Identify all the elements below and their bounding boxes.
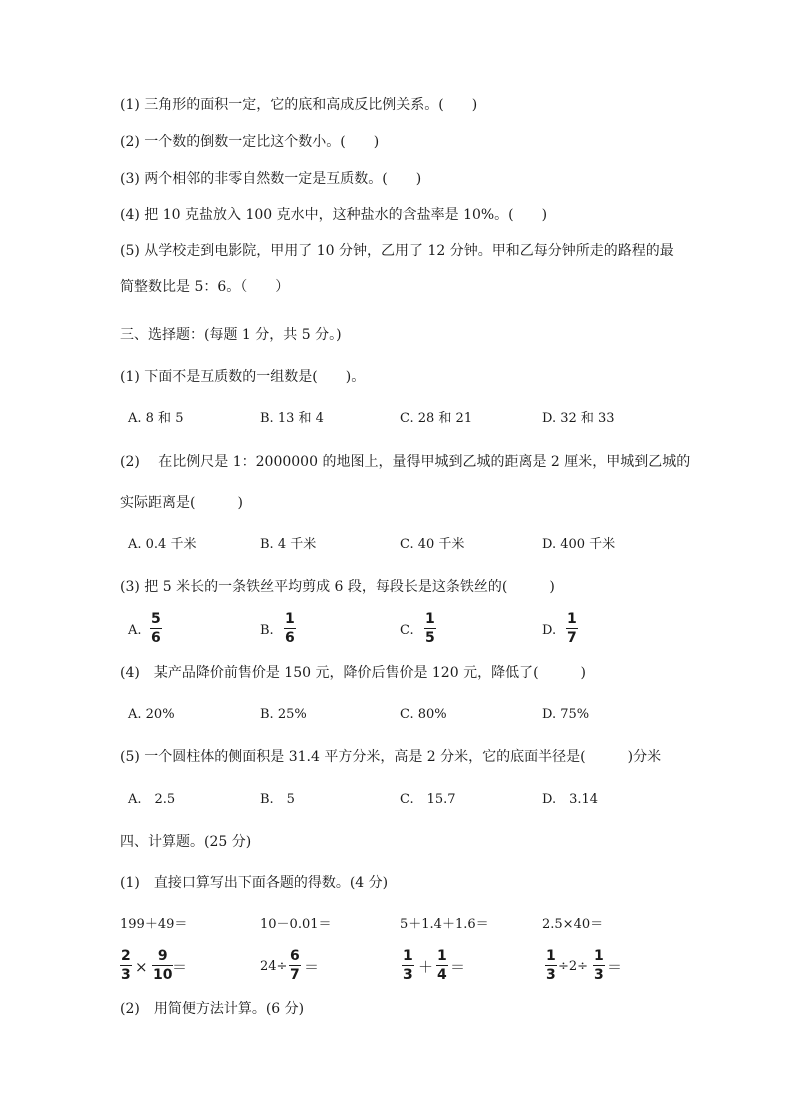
choice-q3-fraction-d: 1 7 [567, 611, 577, 646]
choice-q2-option-a: A. 0.4 千米 [128, 537, 197, 552]
choice-q2-stem-cont: 实际距离是( ) [120, 495, 243, 511]
calc-row1-expr-3: 5＋1.4＋1.6＝ [400, 917, 489, 932]
choice-q2-option-d: D. 400 千米 [542, 537, 616, 552]
calc-row2-expr-1-eq: ＝ [172, 958, 188, 976]
choice-q4-option-c: C. 80% [400, 707, 447, 722]
calc-heading: 四、计算题。(25 分) [120, 834, 252, 850]
calc-row1-expr-2: 10－0.01＝ [260, 917, 332, 932]
judgement-item-3: (3) 两个相邻的非零自然数一定是互质数。( ) [120, 171, 422, 187]
choice-q1-option-c: C. 28 和 21 [400, 411, 473, 426]
choice-q3-fraction-a: 5 6 [151, 611, 161, 646]
calc-row2-expr-4-eq: ＝ [607, 958, 623, 976]
calc-row1-expr-1: 199＋49＝ [120, 917, 188, 932]
choice-q4-option-d: D. 75% [542, 707, 590, 722]
calc-row2-expr-3-eq: ＝ [450, 958, 466, 976]
choice-q4-option-a: A. 20% [128, 707, 175, 722]
choice-q3-label-a: A. [128, 623, 142, 638]
choice-q3-label-b: B. [260, 623, 274, 638]
choice-q5-option-d: D. 3.14 [542, 792, 599, 807]
choice-q5-stem: (5) 一个圆柱体的侧面积是 31.4 平方分米，高是 2 分米，它的底面半径是( )分米 [120, 749, 662, 765]
choice-q5-option-b: B. 5 [260, 792, 295, 807]
choice-heading: 三、选择题：(每题 1 分，共 5 分。) [120, 327, 342, 343]
calc-row2-expr-4-mid: ÷2÷ [558, 959, 589, 974]
choice-q4-option-b: B. 25% [260, 707, 307, 722]
calc-row2-expr-2-eq: ＝ [304, 958, 320, 976]
choice-q3-label-c: C. [400, 623, 414, 638]
judgement-item-5-cont: 简整数比是 5：6。（ ） [120, 279, 290, 295]
choice-q5-option-c: C. 15.7 [400, 792, 456, 807]
judgement-item-5: (5) 从学校走到电影院，甲用了 10 分钟，乙用了 12 分钟。甲和乙每分钟所走的路程的最 [120, 243, 674, 259]
calc-row2-expr-4-frac-a: 1 3 [546, 948, 556, 983]
calc-row1-expr-4: 2.5×40＝ [542, 917, 604, 932]
judgement-item-4: (4) 把 10 克盐放入 100 克水中，这种盐水的含盐率是 10%。( ) [120, 207, 548, 223]
choice-q2-stem: (2) 在比例尺是 1：2000000 的地图上，量得甲城到乙城的距离是 2 厘米，甲城到乙城的 [120, 454, 691, 470]
calc-row2-expr-3-frac-b: 1 4 [437, 948, 447, 983]
choice-q1-option-d: D. 32 和 33 [542, 411, 615, 426]
judgement-item-2: (2) 一个数的倒数一定比这个数小。( ) [120, 134, 380, 150]
choice-q5-option-a: A. 2.5 [128, 792, 176, 807]
choice-q2-option-b: B. 4 千米 [260, 537, 317, 552]
choice-q4-stem: (4) 某产品降价前售价是 150 元，降价后售价是 120 元，降低了( ) [120, 665, 586, 681]
calc-q2-title: (2) 用简便方法计算。(6 分) [120, 1001, 305, 1017]
calc-row2-expr-3-op: ＋ [418, 958, 434, 976]
choice-q3-fraction-c: 1 5 [425, 611, 435, 646]
calc-row2-expr-1-frac-b: 9 10 [153, 948, 173, 983]
calc-row2-expr-2-pre: 24÷ [260, 959, 288, 974]
choice-q3-label-d: D. [542, 623, 557, 638]
calc-q1-title: (1) 直接口算写出下面各题的得数。(4 分) [120, 875, 389, 891]
judgement-item-1: (1) 三角形的面积一定，它的底和高成反比例关系。( ) [120, 97, 478, 113]
calc-row2-expr-1-op: × [135, 958, 148, 976]
choice-q2-option-c: C. 40 千米 [400, 537, 465, 552]
calc-row2-expr-4-frac-b: 1 3 [594, 948, 604, 983]
choice-q1-option-a: A. 8 和 5 [128, 411, 184, 426]
calc-row2-expr-3-frac-a: 1 3 [403, 948, 413, 983]
calc-row2-expr-2-frac: 6 7 [290, 948, 300, 983]
choice-q1-option-b: B. 13 和 4 [260, 411, 324, 426]
choice-q1-stem: (1) 下面不是互质数的一组数是( )。 [120, 369, 366, 385]
choice-q3-stem: (3) 把 5 米长的一条铁丝平均剪成 6 段，每段长是这条铁丝的( ) [120, 579, 555, 595]
calc-row2-expr-1-frac-a: 2 3 [121, 948, 131, 983]
choice-q3-fraction-b: 1 6 [285, 611, 295, 646]
